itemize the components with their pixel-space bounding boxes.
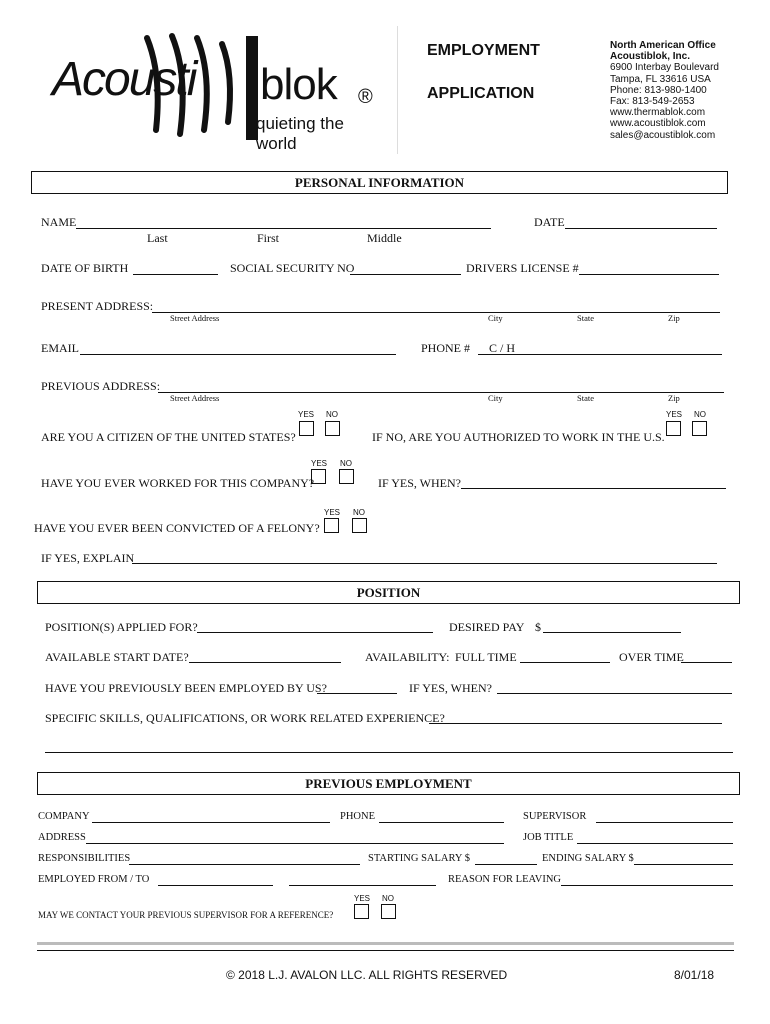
previously-employed-when-label: IF YES, WHEN?: [409, 681, 492, 695]
previously-employed-field[interactable]: [317, 681, 397, 694]
previous-address-field[interactable]: [158, 380, 724, 393]
office-web-acoustiblok: www.acoustiblok.com: [610, 118, 706, 130]
citizen-yes-checkbox[interactable]: [299, 421, 314, 436]
name-first-hint: First: [257, 231, 280, 245]
availability-label: AVAILABILITY:: [365, 650, 450, 664]
prev-job-title-label: JOB TITLE: [523, 832, 574, 843]
bottom-divider: [37, 950, 734, 951]
citizen-no-label: NO: [326, 410, 338, 419]
contact-supervisor-question: MAY WE CONTACT YOUR PREVIOUS SUPERVISOR FOR A REFERENCE?: [38, 910, 334, 920]
footer-date: 8/01/18: [674, 968, 715, 982]
name-label: NAME: [41, 215, 77, 229]
prev-phone-label: PHONE: [340, 811, 376, 822]
name-field[interactable]: [76, 216, 491, 229]
prev-reason-leaving-label: REASON FOR LEAVING: [448, 874, 561, 885]
citizen-yes-label: YES: [298, 410, 315, 419]
full-time-label: FULL TIME: [455, 650, 517, 664]
contact-yes-label: YES: [354, 894, 371, 903]
prev-company-field[interactable]: [92, 810, 330, 823]
desired-pay-label: DESIRED PAY: [449, 620, 525, 634]
present-zip-hint: Zip: [668, 313, 680, 323]
email-label: EMAIL: [41, 341, 79, 355]
office-company: Acoustiblok, Inc.: [610, 51, 691, 63]
citizen-no-checkbox[interactable]: [325, 421, 340, 436]
ssn-label: SOCIAL SECURITY NO: [230, 261, 355, 275]
previous-city-hint: City: [488, 393, 503, 403]
worked-yes-label: YES: [311, 459, 328, 468]
prev-address-field[interactable]: [86, 831, 504, 844]
present-city-hint: City: [488, 313, 503, 323]
authorized-yes-label: YES: [666, 410, 683, 419]
authorized-no-checkbox[interactable]: [692, 421, 707, 436]
phone-field[interactable]: [478, 342, 722, 355]
ssn-field[interactable]: [350, 262, 461, 275]
worked-when-field[interactable]: [461, 476, 726, 489]
prev-starting-salary-label: STARTING SALARY $: [368, 853, 470, 864]
previous-state-hint: State: [577, 393, 594, 403]
felony-no-checkbox[interactable]: [352, 518, 367, 533]
over-time-field[interactable]: [681, 650, 732, 663]
felony-explain-label: IF YES, EXPLAIN: [41, 551, 135, 565]
citizen-question: ARE YOU A CITIZEN OF THE UNITED STATES?: [41, 430, 296, 444]
office-heading: North American Office: [610, 40, 716, 51]
office-web-thermablok: www.thermablok.com: [610, 107, 706, 119]
present-address-label: PRESENT ADDRESS:: [41, 299, 154, 313]
previous-address-label: PREVIOUS ADDRESS:: [41, 379, 161, 393]
present-street-hint: Street Address: [170, 313, 220, 323]
logo-word-acousti: Acousti: [52, 53, 196, 106]
contact-no-checkbox[interactable]: [381, 904, 396, 919]
desired-pay-dollar: $: [535, 620, 541, 634]
previously-employed-label: HAVE YOU PREVIOUSLY BEEN EMPLOYED BY US?: [45, 681, 327, 695]
skills-label: SPECIFIC SKILLS, QUALIFICATIONS, OR WORK RELATED EXPERIENCE?: [45, 711, 445, 725]
email-field[interactable]: [80, 342, 396, 355]
present-address-field[interactable]: [152, 300, 720, 313]
start-date-label: AVAILABLE START DATE?: [45, 650, 189, 664]
positions-applied-field[interactable]: [197, 620, 433, 633]
registered-mark: ®: [358, 86, 373, 108]
office-phone: Phone: 813-980-1400: [610, 84, 707, 96]
logo-tagline: quieting the world: [256, 114, 344, 153]
prev-starting-salary-field[interactable]: [475, 852, 537, 865]
present-state-hint: State: [577, 313, 594, 323]
felony-no-label: NO: [353, 508, 365, 517]
dob-field[interactable]: [133, 262, 218, 275]
authorized-no-label: NO: [694, 410, 706, 419]
skills-field[interactable]: [429, 711, 722, 724]
prev-responsibilities-field[interactable]: [129, 852, 360, 865]
start-date-field[interactable]: [189, 650, 341, 663]
section-header-previous-employment: PREVIOUS EMPLOYMENT: [37, 772, 740, 795]
prev-responsibilities-label: RESPONSIBILITIES: [38, 853, 131, 864]
phone-ch-hint: C / H: [489, 341, 516, 355]
drivers-license-label: DRIVERS LICENSE #: [466, 261, 579, 275]
company-logo: [52, 30, 382, 153]
worked-no-checkbox[interactable]: [339, 469, 354, 484]
office-address-block: [610, 40, 719, 141]
prev-ending-salary-label: ENDING SALARY $: [542, 853, 634, 864]
worked-when-label: IF YES, WHEN?: [378, 476, 461, 490]
office-email: sales@acoustiblok.com: [610, 129, 716, 141]
worked-no-label: NO: [340, 459, 352, 468]
logo-word-blok: blok: [260, 60, 337, 109]
prev-reason-leaving-field[interactable]: [561, 873, 733, 886]
prev-address-label: ADDRESS: [38, 832, 86, 843]
felony-explain-field[interactable]: [132, 551, 717, 564]
prev-supervisor-field[interactable]: [596, 810, 733, 823]
form-title-employment: EMPLOYMENT: [427, 42, 540, 59]
previously-employed-when-field[interactable]: [497, 681, 732, 694]
office-street: 6900 Interbay Boulevard: [610, 62, 719, 74]
felony-yes-checkbox[interactable]: [324, 518, 339, 533]
full-time-field[interactable]: [520, 650, 610, 663]
header-divider: [397, 26, 398, 154]
prev-employed-to-field[interactable]: [289, 873, 436, 886]
positions-applied-label: POSITION(S) APPLIED FOR?: [45, 620, 198, 634]
prev-company-label: COMPANY: [38, 811, 90, 822]
felony-yes-label: YES: [324, 508, 341, 517]
footer-copyright: © 2018 L.J. AVALON LLC. ALL RIGHTS RESERVED: [226, 968, 508, 982]
prev-employed-from-to-label: EMPLOYED FROM / TO: [38, 874, 150, 885]
name-last-hint: Last: [147, 231, 168, 245]
authorized-question: IF NO, ARE YOU AUTHORIZED TO WORK IN THE U.S.: [372, 430, 665, 444]
prev-supervisor-label: SUPERVISOR: [523, 811, 587, 822]
dob-label: DATE OF BIRTH: [41, 261, 129, 275]
office-city: Tampa, FL 33616 USA: [610, 73, 711, 85]
worked-question: HAVE YOU EVER WORKED FOR THIS COMPANY?: [41, 476, 315, 490]
prev-employed-from-field[interactable]: [158, 873, 273, 886]
bottom-divider-grey: [37, 942, 734, 945]
form-title-application: APPLICATION: [427, 85, 535, 102]
drivers-license-field[interactable]: [579, 262, 719, 275]
prev-phone-field[interactable]: [379, 810, 504, 823]
section-header-personal: PERSONAL INFORMATION: [31, 171, 728, 194]
over-time-label: OVER TIME: [619, 650, 684, 664]
section-header-position: POSITION: [37, 581, 740, 604]
skills-field-line2[interactable]: [45, 740, 733, 753]
date-field[interactable]: [565, 216, 717, 229]
date-label: DATE: [534, 215, 565, 229]
prev-job-title-field[interactable]: [577, 831, 733, 844]
name-middle-hint: Middle: [367, 231, 402, 245]
previous-street-hint: Street Address: [170, 393, 220, 403]
previous-zip-hint: Zip: [668, 393, 680, 403]
office-fax: Fax: 813-549-2653: [610, 96, 695, 108]
phone-label: PHONE #: [421, 341, 471, 355]
desired-pay-field[interactable]: [543, 620, 681, 633]
contact-yes-checkbox[interactable]: [354, 904, 369, 919]
authorized-yes-checkbox[interactable]: [666, 421, 681, 436]
prev-ending-salary-field[interactable]: [634, 852, 733, 865]
felony-question: HAVE YOU EVER BEEN CONVICTED OF A FELONY?: [34, 521, 320, 535]
contact-no-label: NO: [382, 894, 394, 903]
